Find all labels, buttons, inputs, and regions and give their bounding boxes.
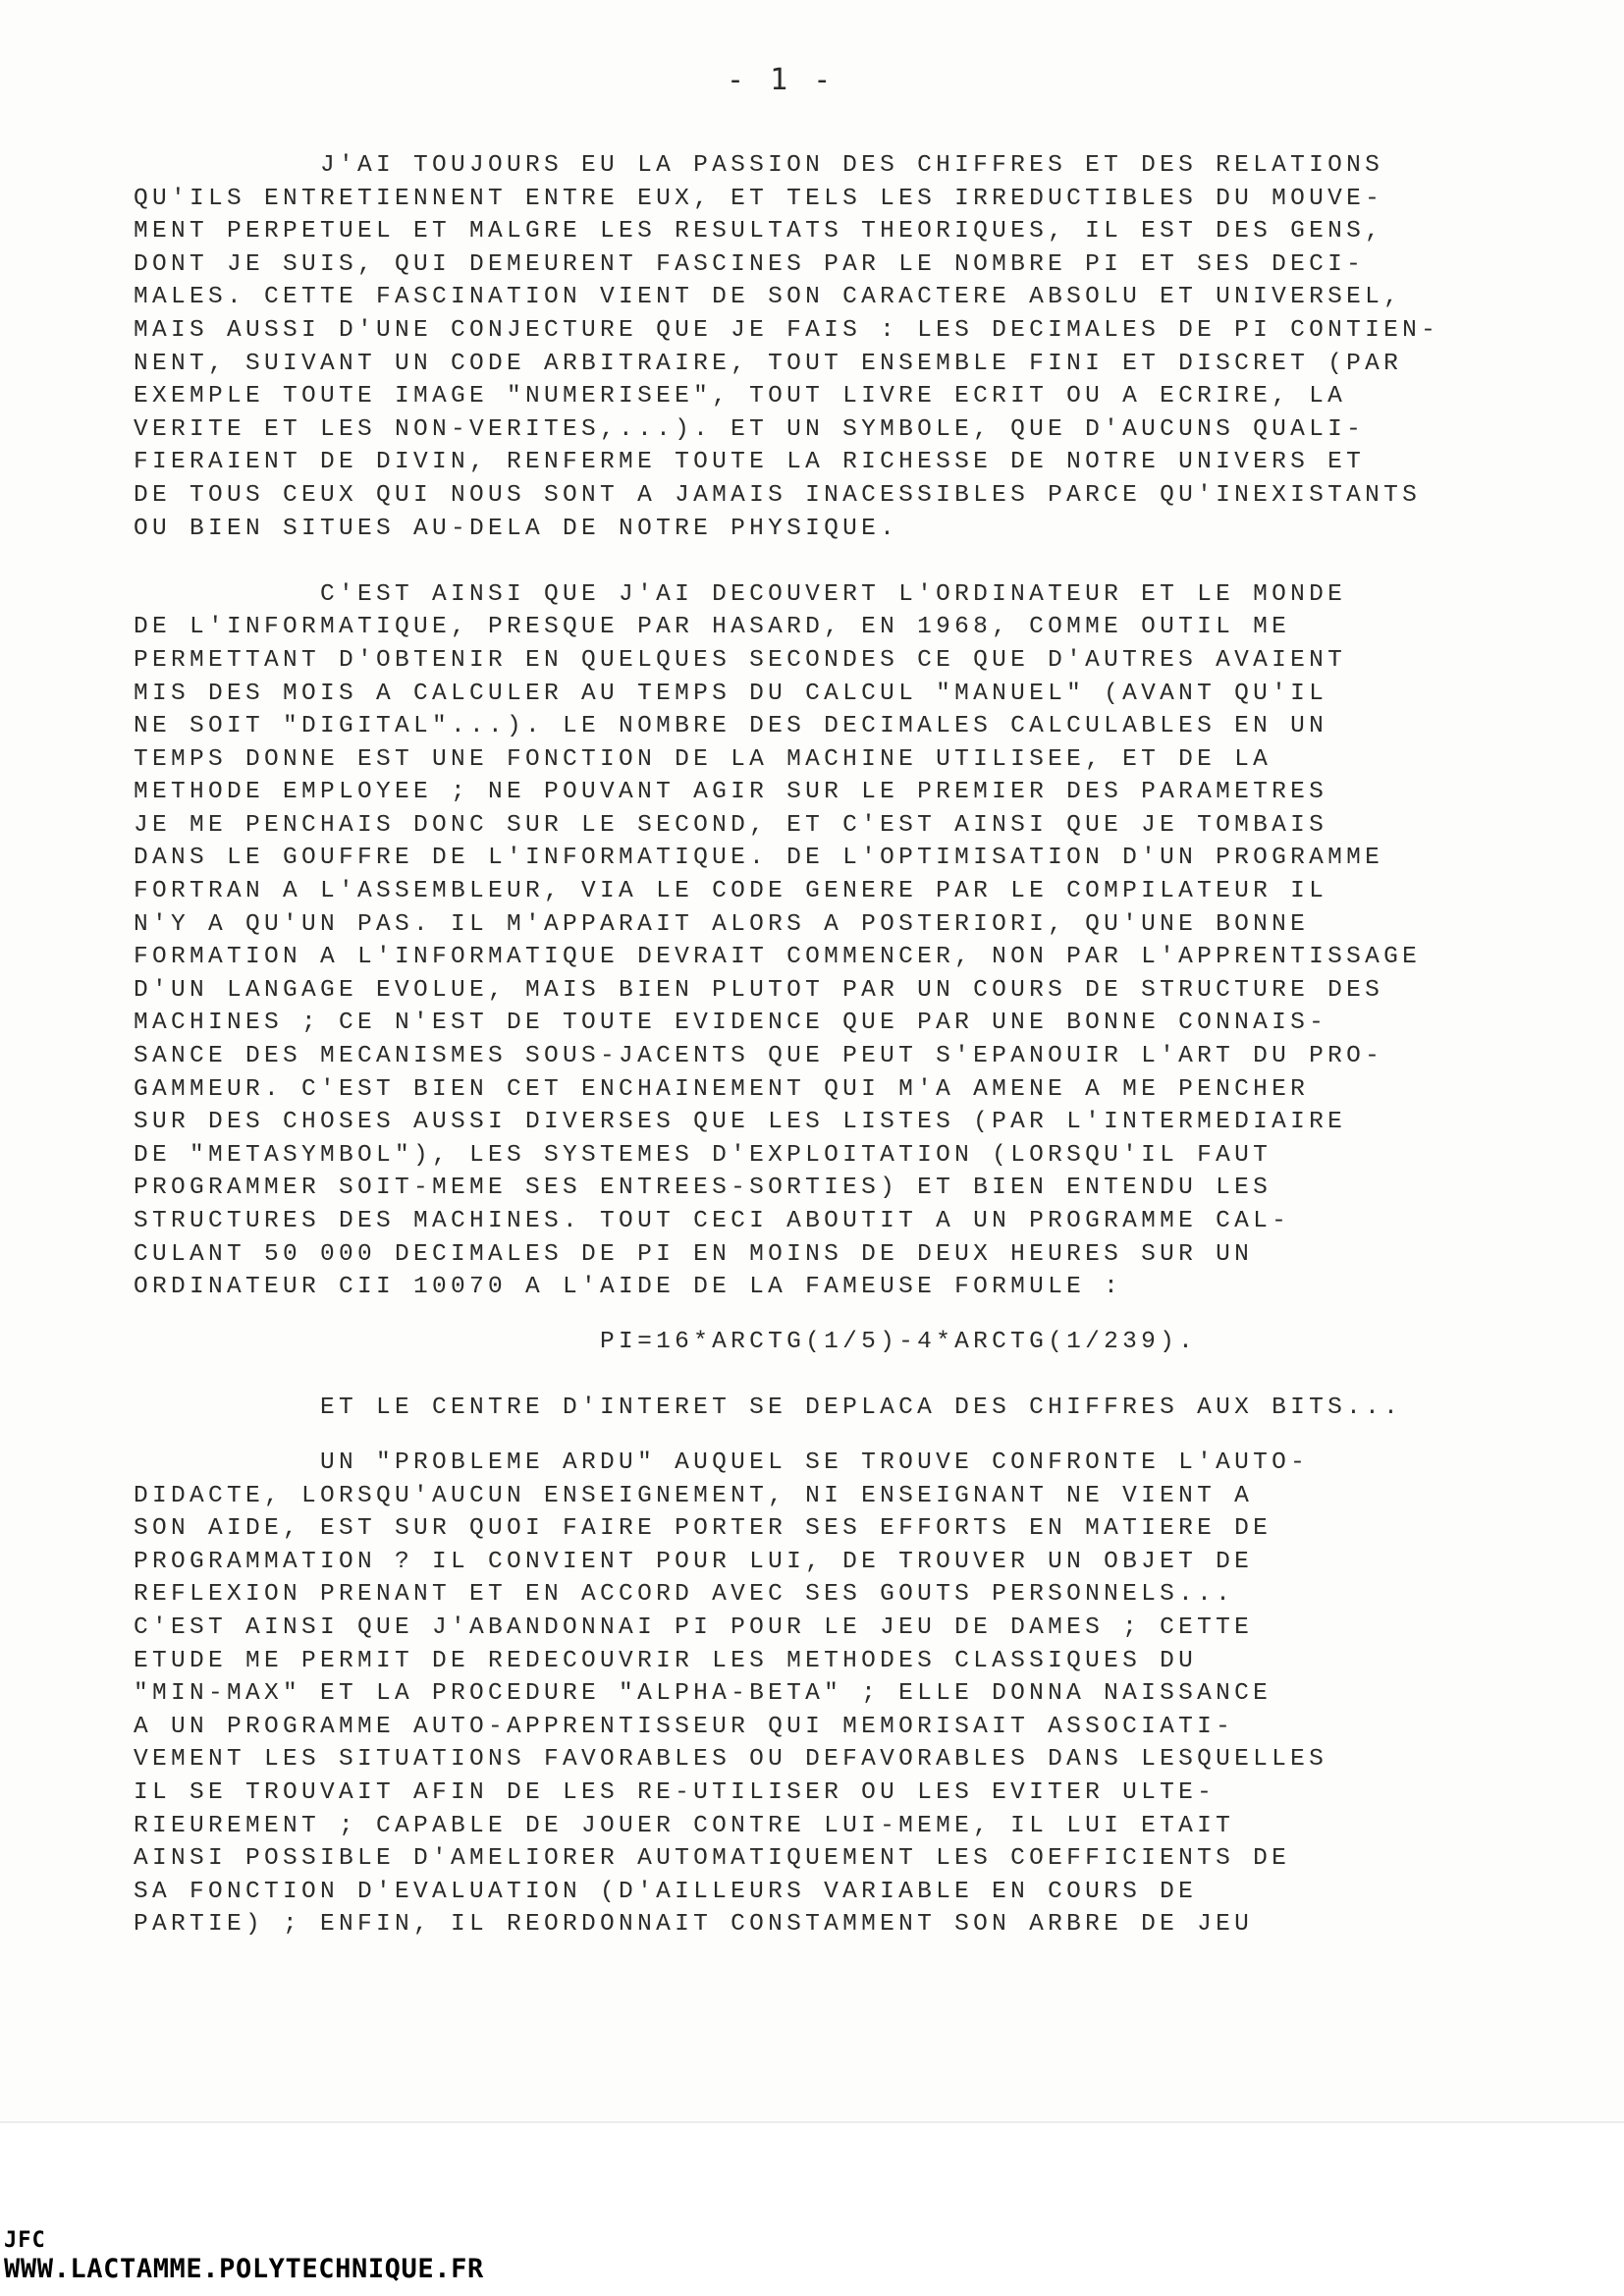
text-line: ETUDE ME PERMIT DE REDECOUVRIR LES METHODES CLASSIQUES DU bbox=[134, 1647, 1198, 1674]
text-line: D'UN LANGAGE EVOLUE, MAIS BIEN PLUTOT PAR UN COURS DE STRUCTURE DES bbox=[134, 976, 1384, 1004]
text-line: MACHINES ; CE N'EST DE TOUTE EVIDENCE QUE PAR UNE BONNE CONNAIS- bbox=[134, 1010, 1328, 1037]
text-line: FIERAIENT DE DIVIN, RENFERME TOUTE LA RICHESSE DE NOTRE UNIVERS ET bbox=[134, 449, 1366, 476]
text-line: SON AIDE, EST SUR QUOI FAIRE PORTER SES EFFORTS EN MATIERE DE bbox=[134, 1515, 1272, 1543]
text-line: DANS LE GOUFFRE DE L'INFORMATIQUE. DE L'OPTIMISATION D'UN PROGRAMME bbox=[134, 845, 1384, 872]
text-line: OU BIEN SITUES AU-DELA DE NOTRE PHYSIQUE. bbox=[134, 515, 899, 542]
text-line: STRUCTURES DES MACHINES. TOUT CECI ABOUTIT A UN PROGRAMME CAL- bbox=[134, 1208, 1291, 1234]
watermark-url: WWW.LACTAMME.POLYTECHNIQUE.FR bbox=[4, 2254, 484, 2284]
paragraph-gap bbox=[134, 1304, 1528, 1326]
text-line: EXEMPLE TOUTE IMAGE "NUMERISEE", TOUT LIVRE ECRIT OU A ECRIRE, LA bbox=[134, 383, 1347, 410]
paragraph-computer-discovery bbox=[134, 578, 1528, 1304]
text-line: RIEUREMENT ; CAPABLE DE JOUER CONTRE LUI-MEME, IL LUI ETAIT bbox=[134, 1812, 1235, 1839]
text-line: VEMENT LES SITUATIONS FAVORABLES OU DEFAVORABLES DANS LESQUELLES bbox=[134, 1746, 1328, 1774]
text-line: NE SOIT "DIGITAL"...). LE NOMBRE DES DECIMALES CALCULABLES EN UN bbox=[134, 713, 1328, 740]
paragraph-pi-passion bbox=[134, 149, 1528, 545]
text-line: CULANT 50 000 DECIMALES DE PI EN MOINS DE DEUX HEURES SUR UN bbox=[134, 1240, 1254, 1268]
formula-line: PI=16*ARCTG(1/5)-4*ARCTG(1/239). bbox=[134, 1328, 1198, 1355]
text-line: ET LE CENTRE D'INTERET SE DEPLACA DES CHIFFRES AUX BITS... bbox=[134, 1394, 1403, 1422]
text-line: SA FONCTION D'EVALUATION (D'AILLEURS VARIABLE EN COURS DE bbox=[134, 1878, 1198, 1905]
text-line: DE L'INFORMATIQUE, PRESQUE PAR HASARD, EN 1968, COMME OUTIL ME bbox=[134, 614, 1291, 641]
paragraph-bits bbox=[134, 1392, 1528, 1425]
text-line: J'AI TOUJOURS EU LA PASSION DES CHIFFRES ET DES RELATIONS bbox=[134, 152, 1384, 179]
text-line: DIDACTE, LORSQU'AUCUN ENSEIGNEMENT, NI ENSEIGNANT NE VIENT A bbox=[134, 1482, 1254, 1509]
text-line: GAMMEUR. C'EST BIEN CET ENCHAINEMENT QUI M'A AMENE A ME PENCHER bbox=[134, 1075, 1310, 1103]
text-line: MALES. CETTE FASCINATION VIENT DE SON CARACTERE ABSOLU ET UNIVERSEL, bbox=[134, 284, 1403, 311]
text-line: SANCE DES MECANISMES SOUS-JACENTS QUE PEUT S'EPANOUIR L'ART DU PRO- bbox=[134, 1043, 1384, 1070]
page-edge bbox=[0, 2121, 1624, 2123]
paragraph-gap bbox=[134, 1425, 1528, 1447]
text-line: PROGRAMMER SOIT-MEME SES ENTREES-SORTIES) ET BIEN ENTENDU LES bbox=[134, 1175, 1272, 1202]
text-line: C'EST AINSI QUE J'AI DECOUVERT L'ORDINATEUR ET LE MONDE bbox=[134, 580, 1347, 608]
text-line: REFLEXION PRENANT ET EN ACCORD AVEC SES GOUTS PERSONNELS... bbox=[134, 1581, 1235, 1609]
text-line: MENT PERPETUEL ET MALGRE LES RESULTATS THEORIQUES, IL EST DES GENS, bbox=[134, 218, 1384, 246]
text-line: C'EST AINSI QUE J'ABANDONNAI PI POUR LE JEU DE DAMES ; CETTE bbox=[134, 1613, 1254, 1641]
text-line: "MIN-MAX" ET LA PROCEDURE "ALPHA-BETA" ; ELLE DONNA NAISSANCE bbox=[134, 1680, 1272, 1708]
text-line: UN "PROBLEME ARDU" AUQUEL SE TROUVE CONFRONTE L'AUTO- bbox=[134, 1449, 1310, 1476]
text-line: FORTRAN A L'ASSEMBLEUR, VIA LE CODE GENERE PAR LE COMPILATEUR IL bbox=[134, 878, 1328, 905]
text-line: FORMATION A L'INFORMATIQUE DEVRAIT COMMENCER, NON PAR L'APPRENTISSAGE bbox=[134, 944, 1422, 971]
text-line: DE TOUS CEUX QUI NOUS SONT A JAMAIS INACESSIBLES PARCE QU'INEXISTANTS bbox=[134, 481, 1422, 509]
paragraph-formula bbox=[134, 1326, 1528, 1359]
text-line: IL SE TROUVAIT AFIN DE LES RE-UTILISER OU LES EVITER ULTE- bbox=[134, 1778, 1217, 1806]
text-line: DONT JE SUIS, QUI DEMEURENT FASCINES PAR LE NOMBRE PI ET SES DECI- bbox=[134, 250, 1366, 278]
document-body bbox=[134, 149, 1528, 1941]
site-watermark bbox=[4, 2229, 484, 2284]
text-line: METHODE EMPLOYEE ; NE POUVANT AGIR SUR LE PREMIER DES PARAMETRES bbox=[134, 779, 1328, 806]
text-line: ORDINATEUR CII 10070 A L'AIDE DE LA FAMEUSE FORMULE : bbox=[134, 1274, 1123, 1301]
paragraph-gap bbox=[134, 545, 1528, 578]
text-line: PERMETTANT D'OBTENIR EN QUELQUES SECONDES CE QUE D'AUTRES AVAIENT bbox=[134, 646, 1347, 674]
text-line: QU'ILS ENTRETIENNENT ENTRE EUX, ET TELS LES IRREDUCTIBLES DU MOUVE- bbox=[134, 185, 1384, 212]
text-line: N'Y A QU'UN PAS. IL M'APPARAIT ALORS A POSTERIORI, QU'UNE BONNE bbox=[134, 910, 1310, 938]
text-line: AINSI POSSIBLE D'AMELIORER AUTOMATIQUEMENT LES COEFFICIENTS DE bbox=[134, 1845, 1291, 1873]
text-line: NENT, SUIVANT UN CODE ARBITRAIRE, TOUT ENSEMBLE FINI ET DISCRET (PAR bbox=[134, 350, 1403, 377]
text-line: TEMPS DONNE EST UNE FONCTION DE LA MACHINE UTILISEE, ET DE LA bbox=[134, 745, 1272, 773]
text-line: SUR DES CHOSES AUSSI DIVERSES QUE LES LISTES (PAR L'INTERMEDIAIRE bbox=[134, 1109, 1347, 1136]
text-line: A UN PROGRAMME AUTO-APPRENTISSEUR QUI MEMORISAIT ASSOCIATI- bbox=[134, 1713, 1235, 1740]
text-line: JE ME PENCHAIS DONC SUR LE SECOND, ET C'EST AINSI QUE JE TOMBAIS bbox=[134, 811, 1328, 839]
paragraph-gap bbox=[134, 1358, 1528, 1392]
text-line: MIS DES MOIS A CALCULER AU TEMPS DU CALCUL "MANUEL" (AVANT QU'IL bbox=[134, 680, 1328, 707]
watermark-logo-text: JFC bbox=[4, 2228, 46, 2253]
text-line: PROGRAMMATION ? IL CONVIENT POUR LUI, DE TROUVER UN OBJET DE bbox=[134, 1548, 1254, 1575]
page-number: - 1 - bbox=[727, 63, 836, 97]
text-line: VERITE ET LES NON-VERITES,...). ET UN SYMBOLE, QUE D'AUCUNS QUALI- bbox=[134, 415, 1366, 443]
text-line: DE "METASYMBOL"), LES SYSTEMES D'EXPLOITATION (LORSQU'IL FAUT bbox=[134, 1141, 1272, 1169]
text-line: PARTIE) ; ENFIN, IL REORDONNAIT CONSTAMMENT SON ARBRE DE JEU bbox=[134, 1911, 1254, 1939]
text-line: MAIS AUSSI D'UNE CONJECTURE QUE JE FAIS : LES DECIMALES DE PI CONTIEN- bbox=[134, 316, 1440, 344]
paragraph-checkers bbox=[134, 1447, 1528, 1941]
